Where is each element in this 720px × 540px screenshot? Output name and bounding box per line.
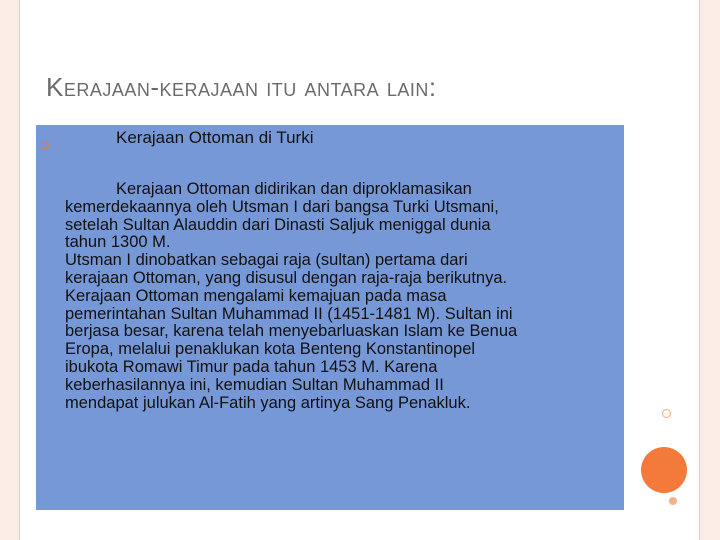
slide-left-border-line [19,0,20,540]
body-line: tahun 1300 M. [65,233,171,252]
decorative-orange-circle-icon [641,447,687,493]
body-line: Utsman I dinobatkan sebagai raja (sultan) pertama dari [65,251,468,270]
body-line: Kerajaan Ottoman didirikan dan diproklamasikan [116,180,472,198]
decorative-ring-icon [662,409,671,418]
body-line: berjasa besar, karena telah menyebarluaskan Islam ke Benua [65,322,518,341]
slide-left-border [0,0,19,540]
body-line: ibukota Romawi Timur pada tahun 1453 M. Karena [65,357,438,376]
decorative-small-circle-icon [669,497,677,505]
body-line: mendapat julukan Al-Fatih yang artinya Sang Penakluk. [65,393,471,412]
bullet-circle-icon [41,141,49,149]
bullet-heading: Kerajaan Ottoman di Turki [116,128,314,147]
slide-right-border-line [699,0,700,540]
body-line: kemerdekaannya oleh Utsman I dari bangsa Turki Utsmani, [65,197,499,216]
body-line: Kerajaan Ottoman mengalami kemajuan pada masa [65,286,447,305]
body-line: pemerintahan Sultan Muhammad II (1451-1481 M). Sultan ini [65,304,513,323]
body-line: setelah Sultan Alauddin dari Dinasti Saljuk meniggal dunia [65,215,491,234]
slide-title: Kerajaan-kerajaan itu antara lain: [46,72,437,102]
body-line: kerajaan Ottoman, yang disusul dengan raja-raja berikutnya. [65,268,508,287]
body-paragraph [65,181,617,412]
body-line: keberhasilannya ini, kemudian Sultan Muhammad II [65,375,444,394]
body-line: Eropa, melalui penaklukan kota Benteng Konstantinopel [65,340,476,359]
slide-right-border [699,0,720,540]
